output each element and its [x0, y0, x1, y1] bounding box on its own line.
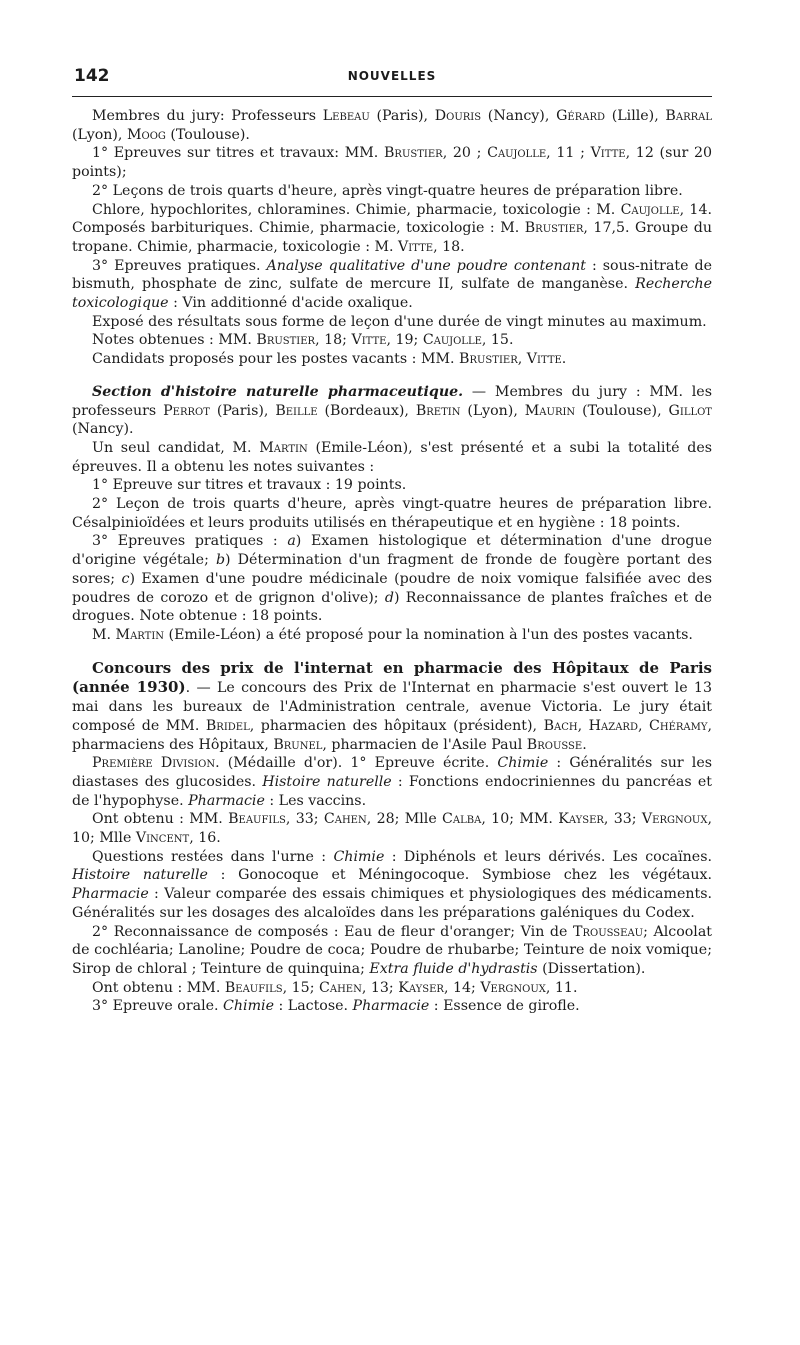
page-number: 142 — [74, 66, 110, 86]
text-run: , 18. — [433, 238, 465, 255]
section-heading: Concours des prix de l'internat en pharmacie des Hôpitaux de Paris (année 1930) — [72, 658, 712, 697]
person-name: Chéramy — [649, 717, 708, 734]
text-run: (Emile-Léon) a été proposé pour la nomination à l'un des postes vacants. — [164, 626, 693, 643]
text-run: , 12 (sur 20 points); — [72, 145, 713, 181]
text-run: , 17,5. Groupe du tropane. Chimie, pharmacie, toxicologie : M. — [72, 220, 712, 255]
text-run: : sous-nitrate de bismuth, phosphate de zinc, sulfate de mercure II, sulfate de manganèse. — [72, 257, 712, 293]
paragraph — [72, 439, 712, 476]
person-name: Vitte — [590, 145, 626, 162]
text-run: , 20 ; — [442, 145, 488, 162]
text-run: , 19; — [386, 332, 423, 349]
text-run: , 11 ; — [546, 145, 591, 162]
text-run: (Lille), — [605, 108, 666, 124]
text-run: : Vin additionné d'acide oxalique. — [168, 295, 413, 312]
text-run: , 33; — [603, 811, 642, 828]
person-name: Vitte — [351, 332, 387, 349]
text-run: — Membres du jury : MM. les professeurs — [72, 383, 712, 419]
article-body — [72, 107, 712, 1016]
text-run: , 33; — [285, 811, 324, 828]
paragraph — [72, 997, 712, 1016]
text-run: , 14; — [443, 979, 481, 996]
text-run: Membres du jury: Professeurs — [92, 108, 323, 124]
text-run: 1° Epreuves sur titres et travaux: MM. — [92, 145, 384, 162]
text-run: (Toulouse). — [165, 126, 250, 143]
text-run: ) Reconnaissance de plantes fraîches et de drogues. Note obtenue : 18 points. — [72, 589, 712, 625]
paragraph — [72, 257, 712, 313]
text-run: ; Alcoolat de cochléaria; Lanoline; Poudre de coca; Poudre de rhubarbe; Teinture de noix vomique; Sirop de chloral ; Teinture de quinquina; — [72, 923, 712, 977]
person-name: Caujolle — [422, 332, 482, 349]
text-run: a — [287, 533, 296, 550]
text-run: , 15. — [481, 332, 514, 349]
person-name: Brustier — [459, 351, 518, 368]
person-name: Beille — [275, 402, 318, 419]
text-run: . — [582, 736, 587, 753]
text-run: Chimie — [497, 755, 549, 772]
paragraph — [72, 144, 712, 181]
text-run: Ont obtenu : MM. — [92, 979, 225, 996]
document-page — [72, 62, 712, 1016]
text-run: 2° Leçons de trois quarts d'heure, après vingt-quatre heures de préparation libre. — [92, 182, 683, 199]
paragraph — [72, 848, 712, 923]
person-name: Beaufils — [228, 811, 286, 828]
paragraph — [72, 107, 712, 144]
person-name: Caujolle — [620, 201, 680, 218]
person-name: Kayser — [558, 811, 604, 828]
text-run: Chlore, hypochlorites, chloramines. Chimie, pharmacie, toxicologie : M. — [92, 201, 621, 218]
running-title: NOUVELLES — [347, 69, 437, 83]
text-run: 2° Leçon de trois quarts d'heure, après vingt-quatre heures de préparation libre. Césalpinioïdées et leurs produits utilisés en thérapeutique et en hygiène : 18 points. — [72, 496, 712, 531]
person-name: Cahen — [323, 811, 367, 828]
person-name: Douris — [434, 108, 482, 124]
text-run: , — [517, 351, 527, 368]
person-name: Moog — [126, 126, 166, 143]
text-run: . (Médaille d'or). 1° Epreuve écrite. — [215, 755, 498, 772]
person-name: Vergnoux — [480, 979, 546, 996]
person-name: Maurin — [524, 402, 576, 419]
paragraph — [72, 201, 712, 257]
person-name: Calba — [442, 811, 482, 828]
text-run: : Essence de girofle. — [429, 998, 580, 1015]
person-name: Vergnoux — [641, 811, 708, 828]
text-run: , 11. — [545, 979, 578, 996]
text-run: , pharmaciens des Hôpitaux, — [72, 717, 713, 753]
text-run: , 10; Mlle — [72, 811, 712, 847]
person-name: Gérard — [556, 108, 605, 124]
text-run: Candidats proposés pour les postes vacants : MM. — [92, 351, 460, 368]
text-run: . — [561, 351, 567, 368]
text-run: (Lyon), — [72, 126, 127, 143]
person-name: Kayser — [398, 979, 444, 996]
text-run: Extra fluide d'hydrastis — [369, 960, 538, 977]
person-name: Perrot — [163, 402, 210, 419]
person-name: Lebeau — [322, 108, 370, 124]
page-header — [72, 62, 712, 97]
text-run: , 15; — [282, 979, 319, 996]
text-run: Chimie — [333, 848, 385, 865]
text-run: (Paris), — [369, 108, 435, 124]
text-run: , 28; Mlle — [366, 811, 443, 828]
person-name: Bridel — [205, 717, 250, 734]
paragraph — [72, 754, 712, 810]
text-run: 2° Reconnaissance de composés : Eau de fleur d'oranger; Vin de — [92, 923, 574, 940]
person-name: Brustier — [384, 145, 443, 162]
text-run: : Diphénols et leurs dérivés. Les cocaïnes. — [384, 848, 712, 865]
text-run: : Les vaccins. — [264, 792, 367, 809]
person-name: Caujolle — [487, 145, 547, 162]
text-run: , 10; MM. — [481, 811, 559, 828]
person-name: Martin — [115, 626, 165, 643]
section-heading: Section d'histoire naturelle pharmaceutique. — [92, 383, 464, 400]
text-run: ) Détermination d'un fragment de fronde de fougère portant des sores; — [72, 552, 712, 587]
text-run: ) Examen d'une poudre médicinale (poudre de noix vomique falsifiée avec des poudres de corozo et de grignon d'olive); — [72, 570, 712, 606]
text-run: ) Examen histologique et détermination d'une drogue d'origine végétale; — [72, 533, 713, 569]
person-name: Beaufils — [224, 979, 283, 996]
person-name: Brustier — [524, 220, 584, 237]
text-run: Pharmacie — [72, 886, 149, 903]
text-run: : Gonocoque et Méningocoque. Symbiose chez les végétaux. — [207, 867, 712, 884]
text-run: Recherche toxicologique — [72, 276, 712, 312]
text-run: : Valeur comparée des essais chimiques et physiologiques des médicaments. Généralités sur les dosages des alcaloïdes dans les préparations galéniques du Codex. — [72, 886, 712, 921]
text-run: Pharmacie — [352, 998, 430, 1015]
paragraph — [72, 626, 712, 645]
text-run: d — [384, 589, 394, 606]
person-name: Martin — [259, 439, 308, 456]
text-run: M. — [92, 626, 116, 643]
text-run: Analyse qualitative d'une poudre contenant — [266, 257, 586, 274]
paragraph — [72, 350, 712, 369]
text-run: (Nancy). — [72, 421, 134, 438]
text-run: (Emile-Léon), s'est présenté et a subi la totalité des épreuves. Il a obtenu les notes suivantes : — [72, 439, 712, 475]
paragraph — [72, 495, 712, 532]
text-run: : Généralités sur les diastases des glucosides. — [72, 755, 712, 790]
paragraph — [72, 979, 712, 998]
text-run: , pharmacien des hôpitaux (président), — [249, 717, 544, 734]
text-run: 3° Epreuves pratiques : — [92, 533, 288, 550]
text-run: Notes obtenues : MM. — [92, 332, 257, 349]
person-name: Gillot — [668, 402, 712, 419]
paragraph — [72, 532, 712, 626]
text-run: (Dissertation). — [537, 960, 646, 977]
text-run: . — Le concours des Prix de l'Internat en pharmacie s'est ouvert le 13 mai dans les bureaux de l'Administration centrale, avenue Victoria. Le jury était composé de MM. — [72, 680, 712, 734]
paragraph — [72, 331, 712, 350]
person-name: Hazard — [588, 717, 638, 734]
person-name: Première Division — [92, 755, 216, 772]
paragraph — [72, 182, 712, 201]
text-run: : Fonctions endocriniennes du pancréas et de l'hypophyse. — [72, 773, 712, 809]
text-run: (Paris), — [209, 402, 276, 419]
person-name: Vitte — [526, 351, 562, 368]
paragraph — [72, 383, 712, 439]
paragraph — [72, 476, 712, 495]
person-name: Brousse — [526, 736, 583, 753]
text-run: (Toulouse), — [575, 402, 669, 419]
person-name: Brunel — [273, 736, 323, 753]
person-name: Cahen — [319, 979, 362, 996]
text-run: (Bordeaux), — [317, 402, 416, 419]
text-run: Histoire naturelle — [72, 867, 208, 884]
text-run: , 18; — [315, 332, 352, 349]
paragraph — [72, 923, 712, 979]
paragraph — [72, 659, 712, 755]
person-name: Barral — [665, 108, 712, 124]
text-run: : Lactose. — [273, 998, 353, 1015]
text-run: Histoire naturelle — [262, 773, 392, 790]
person-name: Bach — [543, 717, 578, 734]
person-name: Vitte — [398, 238, 434, 255]
text-run: Pharmacie — [188, 792, 265, 809]
text-run: (Nancy), — [481, 108, 557, 124]
text-run: Exposé des résultats sous forme de leçon d'une durée de vingt minutes au maximum. — [92, 313, 707, 330]
text-run: , — [637, 717, 650, 734]
person-name: Brustier — [256, 332, 316, 349]
paragraph — [72, 810, 712, 847]
text-run: Un seul candidat, M. — [92, 439, 260, 456]
person-name: Vincent — [135, 830, 190, 847]
person-name: Bretin — [415, 402, 461, 419]
text-run: 3° Epreuves pratiques. — [92, 257, 267, 274]
text-run: , 13; — [361, 979, 399, 996]
text-run: Chimie — [223, 998, 274, 1015]
text-run: , — [577, 717, 589, 734]
text-run: 1° Epreuve sur titres et travaux : 19 points. — [92, 477, 407, 494]
text-run: , 16. — [189, 830, 221, 847]
text-run: , pharmacien de l'Asile Paul — [322, 736, 527, 753]
text-run: (Lyon), — [460, 402, 525, 419]
text-run: , 14. Composés barbituriques. Chimie, pharmacie, toxicologie : M. — [72, 201, 712, 237]
text-run: Questions restées dans l'urne : — [92, 848, 334, 865]
person-name: Trousseau — [573, 923, 644, 940]
text-run: Ont obtenu : MM. — [92, 811, 229, 828]
text-run: b — [215, 552, 226, 569]
text-run: c — [121, 570, 130, 587]
text-run: 3° Epreuve orale. — [92, 998, 224, 1015]
paragraph — [72, 313, 712, 332]
